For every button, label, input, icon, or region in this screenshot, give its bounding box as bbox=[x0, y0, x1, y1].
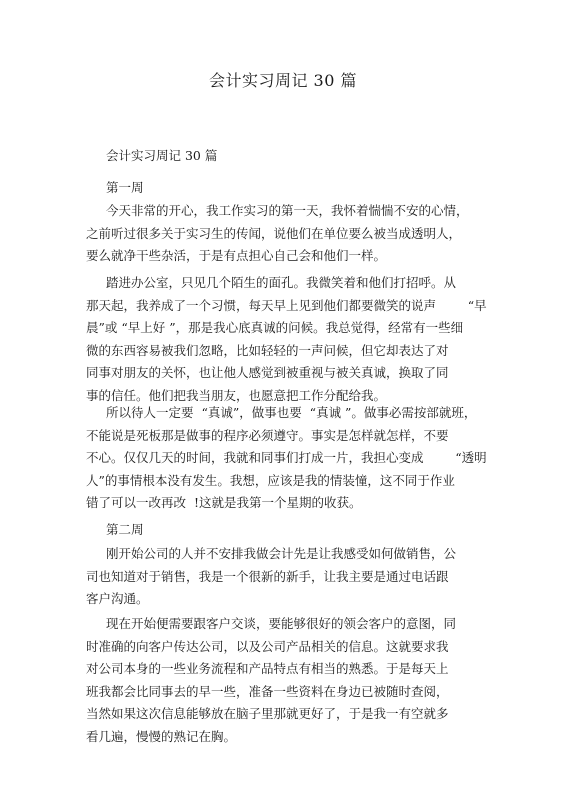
text-line: 现在开始便需要跟客户交谈，要能够很好的领会客户的意图，同 bbox=[106, 616, 457, 631]
text-line: 微的东西容易被我们忽略，比如轻轻的一声问候，但它却表达了对 bbox=[86, 342, 449, 358]
paragraph-week1-1 bbox=[86, 200, 486, 268]
text-line: 之前听过很多关于实习生的传闻，说他们在单位要么被当成透明人， bbox=[86, 225, 462, 241]
section-heading-week-1: 第一周 bbox=[106, 180, 144, 195]
text-line: 错了可以一改再改 !这就是我第一个星期的收获。 bbox=[86, 495, 362, 510]
text-line: 不心。仅仅几天的时间，我就和同事们打成一片，我担心变成 “透明 bbox=[86, 450, 487, 465]
text-line: 同事对朋友的关怀，也让他人感觉到被重视与被关真诚，换取了同 bbox=[86, 365, 449, 380]
text-line: 人”的事情根本没有发生。我想，应该是我的情装憧，这不同于作业 bbox=[86, 472, 455, 488]
document-subtitle: 会计实习周记 30 篇 bbox=[106, 148, 218, 163]
paragraph-week1-3 bbox=[86, 402, 486, 515]
text-line: 今天非常的开心，我工作实习的第一天，我怀着惴惴不安的心情， bbox=[106, 203, 469, 218]
text-line: 不能说是死板那是做事的程序必须遵守。事实是怎样就怎样，不要 bbox=[86, 427, 449, 443]
text-line: 事的信任。他们把我当朋友，也愿意把工作分配给我。 bbox=[86, 387, 387, 403]
paragraph-week2-1 bbox=[86, 543, 486, 611]
text-line: 晨”或 “早上好 ”，那是我心底真诚的问候。我总觉得，经常有一些细 bbox=[86, 320, 464, 335]
text-line: 对公司本身的一些业务流程和产品特点有相当的熟悉。于是每天上 bbox=[86, 661, 449, 676]
text-line: 当然如果这次信息能够放在脑子里那就更好了，于是我一有空就多 bbox=[86, 706, 449, 721]
paragraph-week2-2 bbox=[86, 613, 486, 748]
text-line: 踏进办公室，只见几个陌生的面孔。我微笑着和他们打招呼。从 bbox=[106, 275, 457, 290]
document-title: 会计实习周记 30 篇 bbox=[208, 71, 358, 90]
text-line: 时准确的向客户传达公司，以及公司产品相关的信息。这就要求我 bbox=[86, 638, 449, 654]
text-line: 那天起，我养成了一个习惯，每天早上见到他们都要微笑的说声 “早 bbox=[86, 297, 487, 313]
text-line: 班我都会比同事去的早一些，准备一些资料在身边已被随时查阅， bbox=[86, 683, 449, 699]
text-line: 要么就净干些杂活，于是有点担心自己会和他们一样。 bbox=[86, 248, 387, 263]
text-line: 所以待人一定要 “真诚”，做事也要 “真诚 ”。做事必需按部就班， bbox=[106, 405, 477, 420]
text-line: 司也知道对于销售，我是一个很新的新手，让我主要是通过电话跟 bbox=[86, 568, 449, 584]
section-heading-week-2: 第二周 bbox=[106, 522, 144, 537]
paragraph-week1-2 bbox=[86, 272, 486, 407]
text-line: 客户沟通。 bbox=[86, 591, 149, 606]
text-line: 刚开始公司的人并不安排我做会计先是让我感受如何做销售，公 bbox=[106, 546, 457, 561]
text-line: 看几遍，慢慢的熟记在胸。 bbox=[86, 728, 237, 744]
